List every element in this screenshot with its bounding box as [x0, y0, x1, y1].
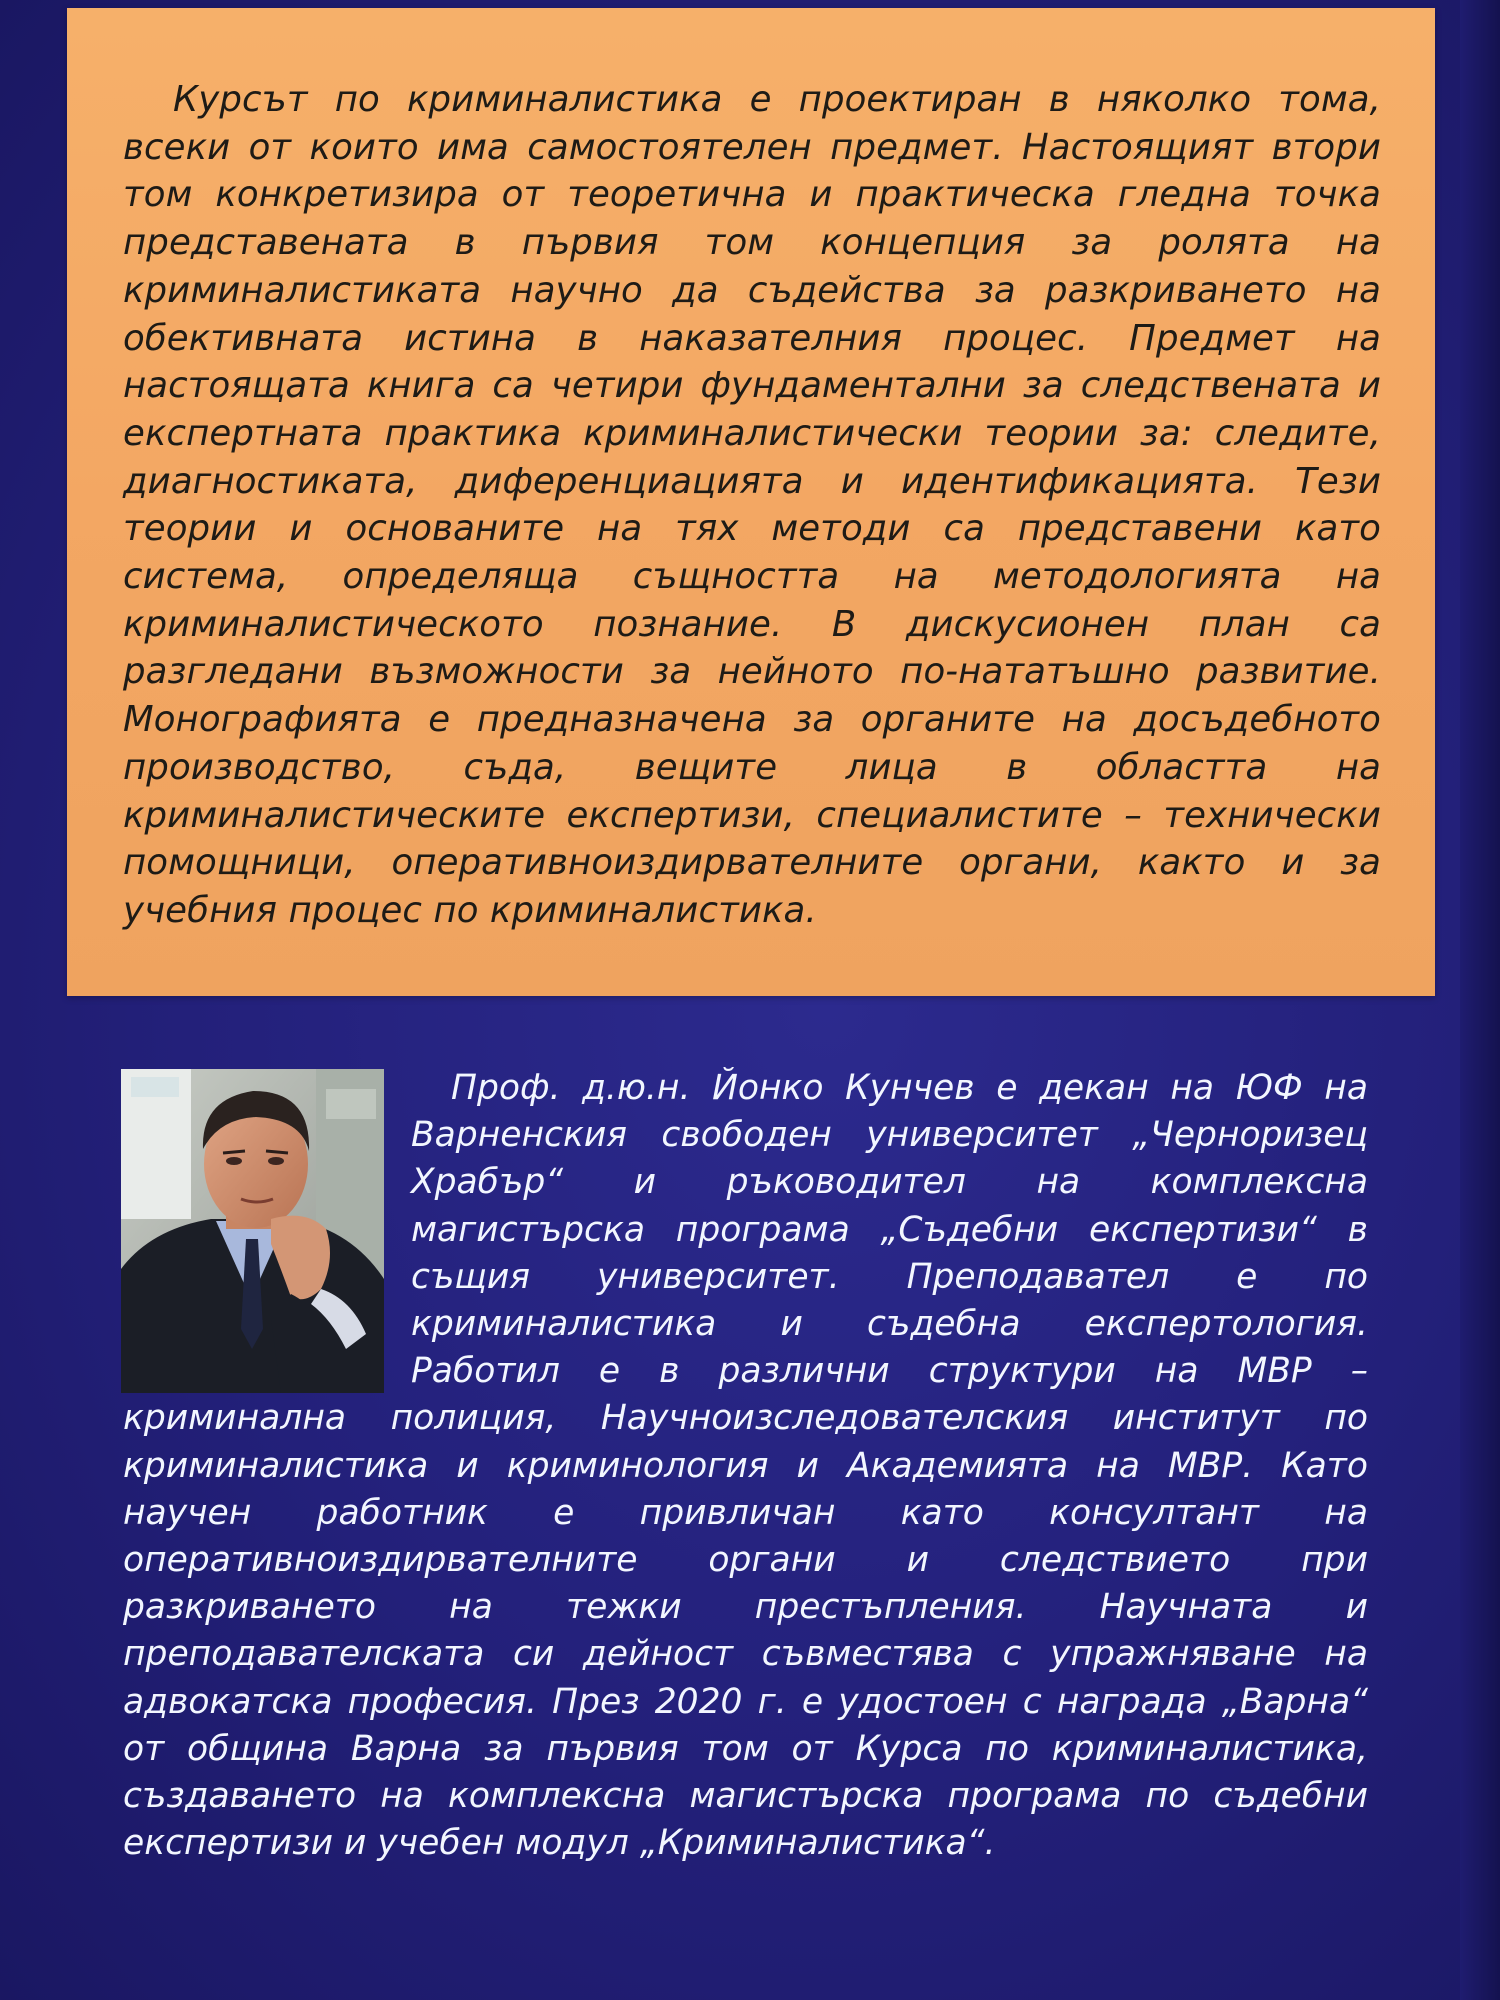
blurb-panel: [67, 8, 1435, 996]
blurb-paragraph: [123, 76, 1381, 935]
author-bio-paragraph: [123, 1065, 1368, 1867]
author-bio-text: Проф. д.ю.н. Йонко Кунчев е декан на ЮФ на Варненския свободен университет „Черноризец Храбър“ и ръководител на комплексна магистърска програма „Съдебни експертизи“ в същия университет. Преподавател е по криминалистика и съдебна експертология. Работил е в различни структури на МВР – криминална полиция, Научноизследователския институт по криминалистика и криминология и Академията на МВР. Като научен работник е привличан като консултант на оперативноиздирвателните органи и следствието при разкриването на тежки престъпления. Научната и преподавателската си дейност съвместява с упражняване на адвокатска професия. През 2020 г. е удостоен с награда „Варна“ от община Варна за първия том от Курса по криминалистика, създаването на комплексна магистърска програма по съдебни експертизи и учебен модул „Криминалистика“.: [123, 1068, 1368, 1864]
book-spine-edge: [1460, 0, 1500, 2000]
blurb-text: Курсът по криминалистика е проектиран в няколко тома, всеки от които има самостоятелен предмет. Настоящият втори том конкретизира от теоретична и практическа гледна точка представената в първия том концепция за ролята на криминалистиката научно да съдейства за разкриването на обективната истина в наказателния процес. Предмет на настоящата книга са четири фундаментални за следствената и експертната практика криминалистически теории за: следите, диагностиката, диференциацията и идентификацията. Тези теории и основаните на тях методи са представени като система, определяща същността на методологията на криминалистическото познание. В дискусионен план са разгледани възможности за нейното по-нататъшно развитие. Монографията е предназначена за органите на досъдебното производство, съда, вещите лица в областта на криминалистическите експертизи, специалистите – технически помощници, оперативноиздирвателните органи, както и за учебния процес по криминалистика.: [123, 79, 1381, 931]
